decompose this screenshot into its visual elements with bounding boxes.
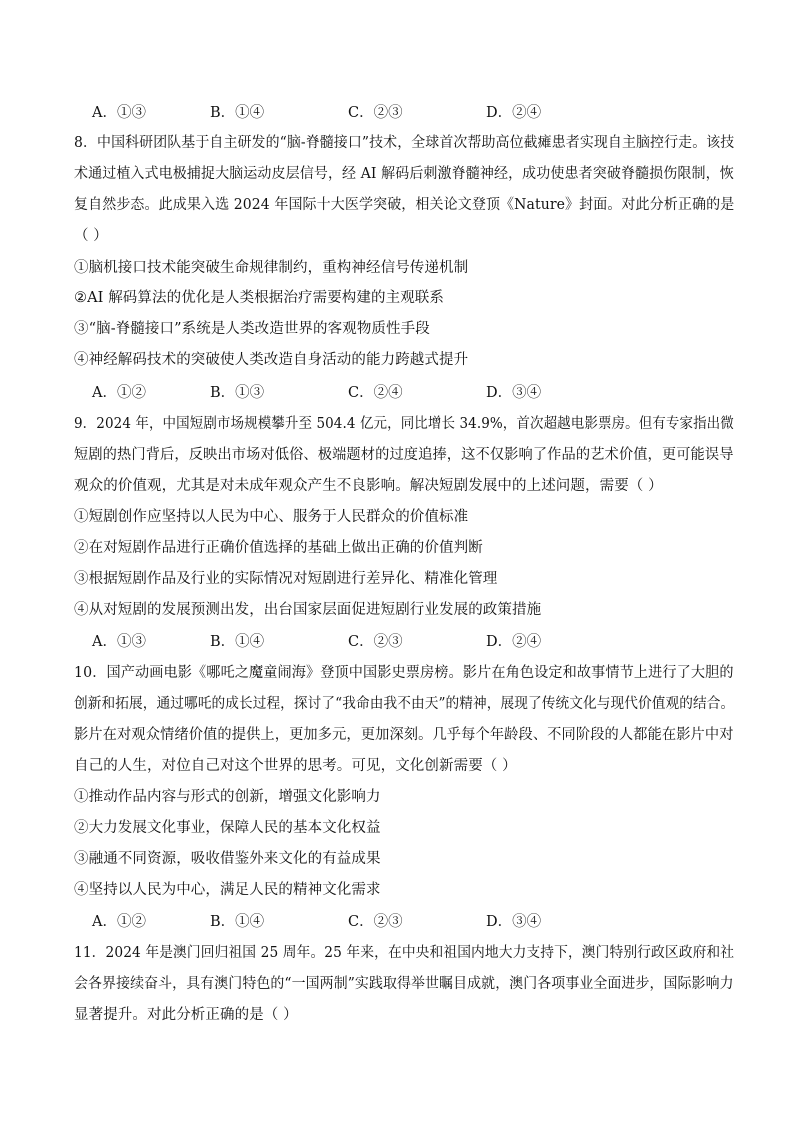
question-stem-line: 观众的价值观，尤其是对未成年观众产生不良影响。解决短剧发展中的上述问题，需要（ ） xyxy=(74,478,663,494)
option-d: D．③④ xyxy=(486,914,542,930)
question-stem-line: 11．2024 年是澳门回归祖国 25 周年。25 年来，在中央和祖国内地大力支持下，澳门特别行政区政府和社 xyxy=(74,945,735,961)
statement-item: ①推动作品内容与形式的创新，增强文化影响力 xyxy=(74,789,381,805)
option-c: C．②③ xyxy=(348,914,403,930)
question-stem-line: 术通过植入式电极捕捉大脑运动皮层信号，经 AI 解码后刺激脊髓神经，成功使患者突破脊髓损伤限制，恢 xyxy=(74,166,734,182)
statement-item: ③融通不同资源，吸收借鉴外来文化的有益成果 xyxy=(74,851,381,867)
option-d: D．③④ xyxy=(486,385,542,401)
question-stem-line: 显著提升。对此分析正确的是（ ） xyxy=(74,1007,298,1023)
question-stem-line: 影片在对观众情绪价值的提供上，更加多元，更加深刻。几乎每个年龄段、不同阶段的人都能在影片中对 xyxy=(74,727,734,743)
statement-item: ③根据短剧作品及行业的实际情况对短剧进行差异化、精准化管理 xyxy=(74,571,498,587)
option-a: A．①③ xyxy=(92,105,146,121)
option-d: D．②④ xyxy=(486,634,542,650)
option-c: C．②④ xyxy=(348,385,403,401)
statement-item: ②在对短剧作品进行正确价值选择的基础上做出正确的价值判断 xyxy=(74,540,483,556)
question-stem-line: 8．中国科研团队基于自主研发的“脑-脊髓接口”技术，全球首次帮助高位截瘫患者实现自主脑控行走。该技 xyxy=(74,135,735,151)
option-a: A．①② xyxy=(92,914,146,930)
statement-item: ①短剧创作应坚持以人民为中心、服务于人民群众的价值标准 xyxy=(74,509,469,525)
question-stem-line: 10．国产动画电影《哪吒之魔童闹海》登顶中国影史票房榜。影片在角色设定和故事情节上进行了大胆的 xyxy=(74,665,734,681)
question-stem-line: 复自然步态。此成果入选 2024 年国际十大医学突破，相关论文登顶《Nature》封面。对此分析正确的是 xyxy=(74,197,735,213)
option-c: C．②③ xyxy=(348,634,403,650)
statement-item: ①脑机接口技术能突破生命规律制约，重构神经信号传递机制 xyxy=(74,260,469,276)
question-stem-line: 自己的人生，对位自己对这个世界的思考。可见，文化创新需要（ ） xyxy=(74,758,517,774)
option-c: C．②③ xyxy=(348,105,403,121)
question-stem-line: （ ） xyxy=(74,228,108,244)
statement-item: ④从对短剧的发展预测出发，出台国家层面促进短剧行业发展的政策措施 xyxy=(74,602,542,618)
option-d: D．②④ xyxy=(486,105,542,121)
question-stem-line: 短剧的热门背后，反映出市场对低俗、极端题材的过度追捧，这不仅影响了作品的艺术价值，更可能误导 xyxy=(74,447,734,463)
statement-item: ②AI 解码算法的优化是人类根据治疗需要构建的主观联系 xyxy=(74,290,445,306)
statement-item: ③“脑-脊髓接口”系统是人类改造世界的客观物质性手段 xyxy=(74,321,430,337)
question-stem-line: 创新和拓展，通过哪吒的成长过程，探讨了“我命由我不由天”的精神，展现了传统文化与现代价值观的结合。 xyxy=(74,696,735,712)
statement-item: ④神经解码技术的突破使人类改造自身活动的能力跨越式提升 xyxy=(74,352,469,368)
question-stem-line: 会各界接续奋斗，具有澳门特色的“一国两制”实践取得举世瞩目成就，澳门各项事业全面进步，国际影响力 xyxy=(74,976,734,992)
statement-item: ②大力发展文化事业，保障人民的基本文化权益 xyxy=(74,820,381,836)
question-stem-line: 9．2024 年，中国短剧市场规模攀升至 504.4 亿元，同比增长 34.9%，首次超越电影票房。但有专家指出微 xyxy=(74,416,734,432)
option-a: A．①② xyxy=(92,385,146,401)
option-b: B．①④ xyxy=(210,914,265,930)
option-a: A．①③ xyxy=(92,634,146,650)
statement-item: ④坚持以人民为中心，满足人民的精神文化需求 xyxy=(74,882,381,898)
option-b: B．①④ xyxy=(210,634,265,650)
option-b: B．①④ xyxy=(210,105,265,121)
option-b: B．①③ xyxy=(210,385,265,401)
